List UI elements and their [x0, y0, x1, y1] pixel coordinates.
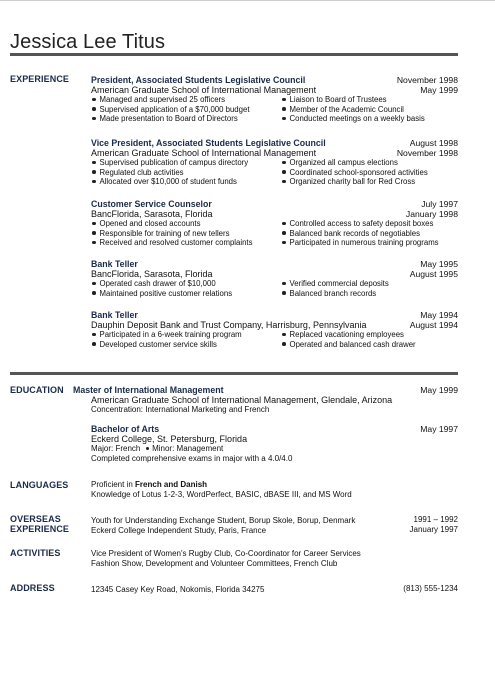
school-name: Eckerd College, St. Petersburg, Florida: [91, 434, 248, 444]
job-entry: [91, 75, 458, 124]
bullet-item: Maintained positive customer relations: [91, 289, 232, 299]
section-label-activities: ACTIVITIES: [10, 548, 61, 558]
degree-title: Bachelor of Arts: [91, 424, 160, 434]
degree-date: May 1999: [420, 385, 458, 395]
bullet-item: Organized charity ball for Red Cross: [281, 177, 415, 187]
job-start-date: May 1994: [420, 310, 458, 320]
education-detail: Major: French Minor: Management: [91, 444, 224, 453]
bullet-item: Organized all campus elections: [281, 158, 398, 168]
education-entry: [91, 424, 458, 463]
address-block: [91, 584, 458, 594]
section-label-education: EDUCATION: [10, 385, 64, 395]
job-start-date: May 1995: [420, 259, 458, 269]
job-organization: Dauphin Deposit Bank and Trust Company, Harrisburg, Pennsylvania: [91, 320, 367, 330]
education-detail: Concentration: International Marketing and French: [91, 405, 270, 414]
job-start-date: July 1997: [421, 199, 458, 209]
resume-name: Jessica Lee Titus: [10, 31, 166, 53]
bullet-item: Supervised application of a $70,000 budget: [91, 105, 250, 115]
job-title: Bank Teller: [91, 310, 138, 320]
bullet-item: Liaison to Board of Trustees: [281, 95, 387, 105]
bullet-item: Regulated club activities: [91, 168, 184, 178]
phone-number: (813) 555-1234: [403, 584, 458, 593]
job-title: Bank Teller: [91, 259, 138, 269]
bullet-item: Operated cash drawer of $10,000: [91, 279, 216, 289]
activity-line: Fashion Show, Development and Volunteer Committees, French Club: [91, 558, 338, 568]
job-end-date: November 1998: [396, 148, 458, 158]
job-organization: BancFlorida, Sarasota, Florida: [91, 269, 213, 279]
bullet-item: Balanced bank records of negotiables: [281, 229, 420, 239]
job-entry: [91, 310, 458, 349]
job-end-date: August 1995: [409, 269, 458, 279]
overseas-date: January 1997: [409, 525, 458, 534]
overseas-item: Eckerd College Independent Study, Paris, France: [91, 526, 267, 535]
job-title: President, Associated Students Legislative Council: [91, 75, 306, 85]
bullet-item: Participated in numerous training programs: [281, 238, 439, 248]
bullet-item: Member of the Academic Council: [281, 105, 404, 115]
section-label-address: ADDRESS: [10, 583, 55, 593]
school-name: American Graduate School of International Management, Glendale, Arizona: [91, 395, 393, 405]
bullet-item: Replaced vacationing employees: [281, 330, 404, 340]
bullet-item: Allocated over $10,000 of student funds: [91, 177, 237, 187]
job-organization: American Graduate School of International Management: [91, 85, 317, 95]
bullet-item: Supervised publication of campus directory: [91, 158, 248, 168]
activities-block: [91, 549, 458, 568]
bullet-item: Made presentation to Board of Directors: [91, 114, 238, 124]
bullet-item: Verified commercial deposits: [281, 279, 389, 289]
bullet-item: Operated and balanced cash drawer: [281, 340, 416, 350]
bullet-item: Coordinated school-sponsored activities: [281, 168, 428, 178]
languages-line: Knowledge of Lotus 1-2-3, WordPerfect, BASIC, dBASE III, and MS Word: [91, 489, 352, 499]
section-label-overseas-experience: EXPERIENCE: [10, 524, 70, 534]
street-address: 12345 Casey Key Road, Nokomis, Florida 34275: [91, 585, 265, 594]
job-title: Vice President, Associated Students Legislative Council: [91, 138, 326, 148]
education-detail: Completed comprehensive exams in major with a 4.0/4.0: [91, 453, 293, 463]
activity-line: Vice President of Women's Rugby Club, Co-Coordinator for Career Services: [91, 549, 361, 558]
overseas-item: Youth for Understanding Exchange Student, Borup Skole, Borup, Denmark: [91, 516, 356, 525]
section-label-languages: LANGUAGES: [10, 480, 69, 490]
bullet-item: Participated in a 6-week training program: [91, 330, 242, 340]
languages-block: [91, 480, 458, 499]
bullet-item: Responsible for training of new tellers: [91, 229, 230, 239]
header-rule: [10, 53, 458, 56]
job-organization: BancFlorida, Sarasota, Florida: [91, 209, 213, 219]
job-start-date: November 1998: [396, 75, 458, 85]
section-label-experience: EXPERIENCE: [10, 74, 70, 84]
languages-line: Proficient in French and Danish: [91, 480, 208, 489]
job-entry: [91, 199, 458, 248]
degree-title: Master of International Management: [73, 385, 224, 395]
bullet-item: Conducted meetings on a weekly basis: [281, 114, 425, 124]
bullet-item: Received and resolved customer complaints: [91, 238, 252, 248]
bullet-item: Controlled access to safety deposit boxes: [281, 219, 433, 229]
job-entry: [91, 259, 458, 298]
bullet-item: Balanced branch records: [281, 289, 376, 299]
overseas-block: [91, 515, 458, 535]
degree-date: May 1997: [420, 424, 458, 434]
section-divider: [10, 372, 458, 375]
job-start-date: August 1998: [409, 138, 458, 148]
job-organization: American Graduate School of International Management: [91, 148, 317, 158]
overseas-date: 1991 – 1992: [413, 515, 458, 524]
bullet-item: Developed customer service skills: [91, 340, 217, 350]
section-label-overseas: OVERSEAS: [10, 514, 61, 524]
job-end-date: August 1994: [409, 320, 458, 330]
job-end-date: January 1998: [405, 209, 458, 219]
education-entry: [73, 385, 458, 415]
job-entry: [91, 138, 458, 187]
bullet-item: Opened and closed accounts: [91, 219, 201, 229]
bullet-item: Managed and supervised 25 officers: [91, 95, 225, 105]
job-title: Customer Service Counselor: [91, 199, 212, 209]
job-end-date: May 1999: [420, 85, 458, 95]
